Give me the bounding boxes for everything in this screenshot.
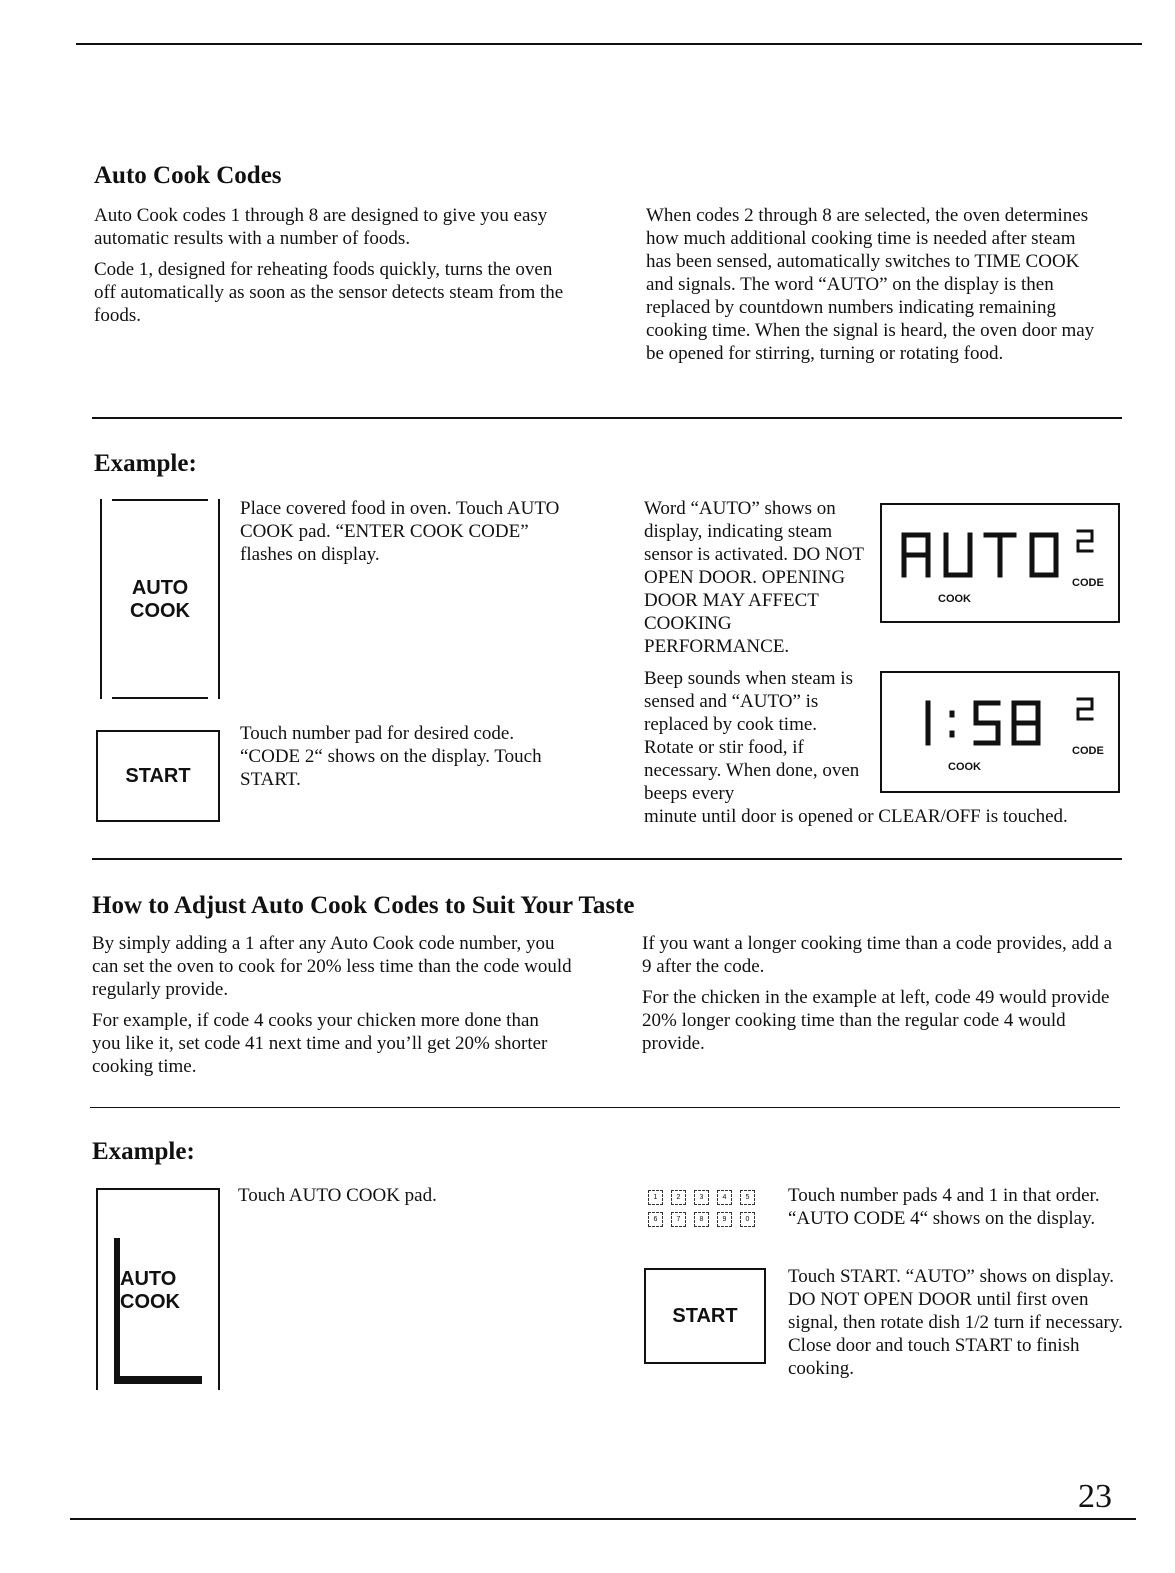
pad-bottom-edge: [112, 697, 208, 699]
top-rule: [76, 43, 1142, 45]
page-number: 23: [1078, 1478, 1112, 1515]
adjust-codes-right-text: [642, 932, 1117, 1063]
paragraph: By simply adding a 1 after any Auto Cook code number, you can set the oven to cook for 20% less time than the code would regularly provide.: [92, 933, 572, 1000]
example-heading: Example:: [94, 450, 197, 477]
key-5[interactable]: 5: [740, 1190, 755, 1205]
example2-step2: Touch number pads 4 and 1 in that order. “AUTO CODE 4“ shows on the display.: [788, 1185, 1100, 1229]
paragraph: Auto Cook codes 1 through 8 are designed to give you easy automatic results with a number of foods.: [94, 205, 548, 249]
key-9[interactable]: 9: [717, 1212, 732, 1227]
example1-step2: Touch number pad for desired code. “CODE 2“ shows on the display. Touch START.: [240, 723, 542, 790]
cook-time-display: [880, 671, 1120, 793]
section-rule: [92, 858, 1122, 860]
code-label: CODE: [1072, 577, 1104, 589]
key-0[interactable]: 0: [740, 1212, 755, 1227]
example1-note2-tail: minute until door is opened or CLEAR/OFF is touched.: [644, 806, 1068, 827]
adjust-codes-heading: How to Adjust Auto Cook Codes to Suit Your Taste: [92, 892, 635, 919]
auto-cook-pad-label: AUTO COOK: [120, 1268, 180, 1313]
auto-cook-pad[interactable]: [96, 1188, 218, 1390]
auto-cook-codes-right-text: [646, 204, 1096, 373]
section-rule: [90, 1107, 1120, 1108]
number-keypad[interactable]: [648, 1190, 768, 1230]
paragraph: For the chicken in the example at left, code 49 would provide 20% longer cooking time than the regular code 4 would provide.: [642, 987, 1110, 1054]
paragraph: If you want a longer cooking time than a code provides, add a 9 after the code.: [642, 933, 1113, 977]
pad-pressed-base: [114, 1376, 202, 1384]
key-8[interactable]: 8: [694, 1212, 709, 1227]
paragraph: Code 1, designed for reheating foods quickly, turns the oven off automatically as soon as the sensor detects steam from the foods.: [94, 259, 564, 326]
auto-cook-pad-label: AUTO COOK: [130, 577, 190, 622]
cook-label: COOK: [938, 593, 971, 605]
paragraph: For example, if code 4 cooks your chicken more done than you like it, set code 41 next time and you’ll get 20% shorter cooking time.: [92, 1010, 548, 1077]
key-7[interactable]: 7: [671, 1212, 686, 1227]
adjust-codes-left-text: [92, 932, 572, 1086]
example1-note1: Word “AUTO” shows on display, indicating steam sensor is activated. DO NOT OPEN DOOR. OPENING DOOR MAY AFFECT COOKING PERFORMANCE.: [644, 498, 864, 657]
bottom-rule: [70, 1518, 1136, 1520]
example1-step1: Place covered food in oven. Touch AUTO COOK pad. “ENTER COOK CODE” flashes on display.: [240, 498, 560, 565]
start-pad[interactable]: [96, 730, 220, 822]
start-pad-label: START: [672, 1304, 738, 1327]
section-rule: [92, 417, 1122, 419]
auto-cook-pad[interactable]: [100, 499, 220, 699]
auto-display: [880, 503, 1120, 623]
auto-display-digits: [882, 505, 1118, 621]
example2-step3: Touch START. “AUTO” shows on display. DO NOT OPEN DOOR until first oven signal, then rotate dish 1/2 turn if necessary. Close door and touch START to finish cooking.: [788, 1266, 1123, 1379]
start-pad-label: START: [125, 764, 191, 787]
auto-cook-codes-heading: Auto Cook Codes: [94, 162, 282, 189]
key-6[interactable]: 6: [648, 1212, 663, 1227]
example2-step1: Touch AUTO COOK pad.: [238, 1185, 437, 1206]
pad-top-edge: [112, 499, 208, 501]
start-pad[interactable]: [644, 1268, 766, 1364]
example-heading: Example:: [92, 1138, 195, 1165]
cook-time-display-digits: [882, 673, 1118, 791]
key-3[interactable]: 3: [694, 1190, 709, 1205]
example1-note2: Beep sounds when steam is sensed and “AUTO” is replaced by cook time. Rotate or stir food, if necessary. When done, oven beeps every: [644, 668, 860, 804]
auto-cook-codes-left-text: [94, 204, 564, 335]
key-2[interactable]: 2: [671, 1190, 686, 1205]
cook-label: COOK: [948, 761, 981, 773]
key-1[interactable]: 1: [648, 1190, 663, 1205]
paragraph: When codes 2 through 8 are selected, the oven determines how much additional cooking time is needed after steam has been sensed, automatically switches to TIME COOK and signals. The word “AUTO” on the display is then replaced by countdown numbers indicating remaining cooking time. When the signal is heard, the oven door may be opened for stirring, turning or rotating food.: [646, 205, 1095, 364]
key-4[interactable]: 4: [717, 1190, 732, 1205]
code-label: CODE: [1072, 745, 1104, 757]
